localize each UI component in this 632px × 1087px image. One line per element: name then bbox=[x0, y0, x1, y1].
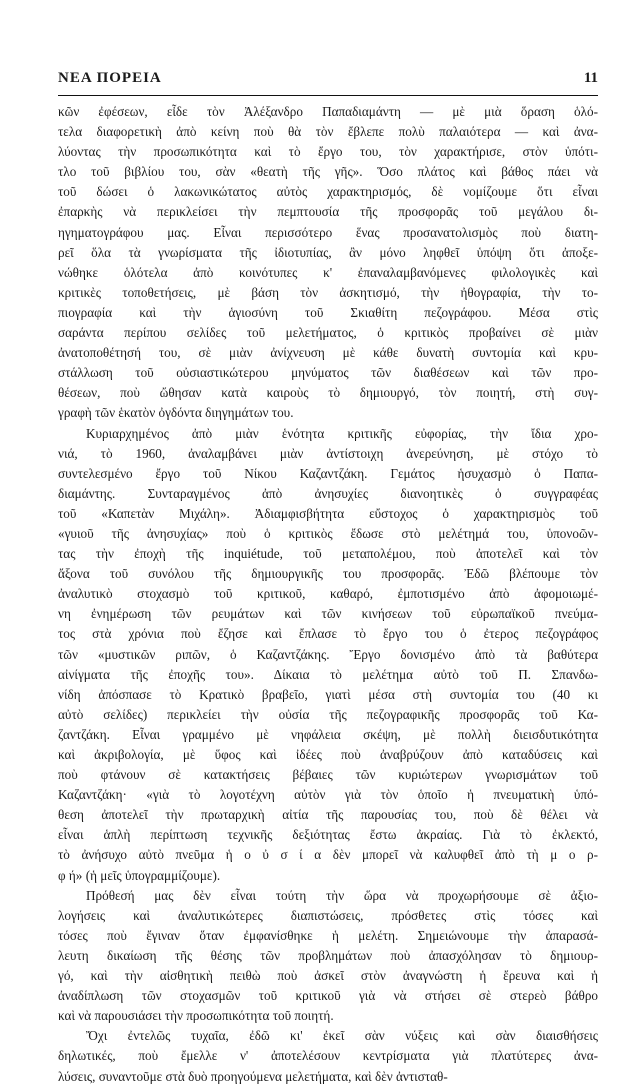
text-line: κῶν ἐφέσεων, εἶδε τὸν Ἀλέξανδρο Παπαδιαμάντη — μὲ μιὰ ὅραση ὁλό- bbox=[58, 104, 598, 119]
text-line: «γυιοῦ τῆς ἀνησυχίας» ποὺ ὁ κριτικὸς ἔδωσε στὸ μελέτημά του, ὑπονοῶν- bbox=[58, 525, 598, 541]
text-line: Καζαντζάκη· «γιὰ τὸ λογοτέχνη αὐτὸν γιὰ τὸν ὁποῖο ἡ πνευματικὴ ὑπό- bbox=[58, 787, 598, 803]
header-rule bbox=[58, 95, 598, 96]
text-line: λύοντας τὴν προσωπικότητα καὶ τὸ ἔργο του, τὸν χαρακτήρισε, στὸν ὑπότι- bbox=[58, 144, 598, 160]
text-line: τας τὴν ἐποχὴ τῆς inquiétude, τοῦ μεταπολέμου, ποὺ ἀποτελεῖ καὶ τὸν bbox=[58, 546, 598, 562]
page-header bbox=[58, 0, 598, 87]
text-line: θέσεων, ποὺ ὤθησαν κατὰ καιροὺς τὸ δημιουργό, τὸν ποιητή, στὴ συγ- bbox=[58, 385, 598, 401]
text-line: δηλωτικές, ποὺ ἔμελλε ν' ἀποτελέσουν κεντρίσματα γιὰ πλατύτερες ἀνα- bbox=[58, 1048, 598, 1064]
text-line: συντελεσμένο ἔργο τοῦ Νίκου Καζαντζάκη. Γεμάτος ἡσυχασμὸ ὁ Παπα- bbox=[58, 465, 598, 481]
text-line: νη ἐνημέρωση τῶν ρευμάτων καὶ τῶν κινήσεων τοῦ εὐρωπαϊκοῦ πνεύμα- bbox=[58, 606, 598, 622]
text-line: διαμάντης. Συνταραγμένος ἀπὸ ἀνησυχίες διανοητικὲς ὁ συγγραφέας bbox=[58, 485, 598, 501]
text-line: ἀναδίπλωση τῶν στοχασμῶν τοῦ κριτικοῦ γιὰ νὰ στήσει σὲ στερεὸ βάθρο bbox=[58, 988, 598, 1004]
text-line: τοῦ «Καπετὰν Μιχάλη». Ἀδιαμφισβήτητα εὔστοχος ὁ χαρακτηρισμὸς τοῦ bbox=[58, 505, 598, 521]
text-line: σαράντα περίπου σελίδες τοῦ μελετήματος, ὁ κριτικὸς προβαίνει σὲ μιὰν bbox=[58, 325, 598, 341]
text-line: ἀνατοποθέτησή του, σὲ μιὰν ἀνίχνευση μὲ κάθε δυνατὴ συντομία καὶ κρυ- bbox=[58, 345, 598, 361]
text-line: καὶ ἀκριβολογία, μὲ ὕφος καὶ ἰδέες ποὺ ἀναβρύζουν ἀπὸ καταδύσεις καὶ bbox=[58, 747, 598, 762]
body-text bbox=[58, 102, 598, 1087]
text-line: ἀναλυτικὸ στοχασμὸ τοῦ κριτικοῦ, καθαρό, ἐμποτισμένο ἀπὸ ἀφομοιωμέ- bbox=[58, 586, 598, 602]
text-line: ἄξονα τοῦ συνόλου τῆς δημιουργικῆς του προσφορᾶς. Ἐδῶ βλέπουμε τὸν bbox=[58, 566, 598, 582]
text-line: νιά, τὸ 1960, ἀναλαμβάνει μιὰν ἀντίστοιχη ἀνερεύνηση, μὲ στόχο τὸ bbox=[58, 445, 598, 461]
page-number: 11 bbox=[583, 70, 598, 86]
text-line: ποὺ φτάνουν σὲ κατακτήσεις βέβαιες τῶν κυριώτερων γνωρισμάτων τοῦ bbox=[58, 767, 598, 783]
text-line: τελα διαφορετικὴ ἀπὸ κείνη ποὺ θὰ τὸν ἔβλεπε πολὺ παλαιότερα — καὶ ἀνα- bbox=[58, 124, 598, 140]
text-line: τλο τοῦ βιβλίου του, σὰν «θεατὴ τῆς γῆς». Ὅσο πλάτος καὶ βάθος πάει νὰ bbox=[58, 164, 598, 180]
text-line: φ ή» (ἡ μεῖς ὑπογραμμίζουμε). bbox=[58, 867, 221, 883]
paragraph bbox=[58, 1026, 598, 1086]
text-line: τῶν «μυστικῶν ριπῶν, ὁ Καζαντζάκης. Ἔργο δονισμένο ἀπὸ τὰ βαθύτερα bbox=[58, 646, 598, 662]
text-line: καὶ νὰ παρουσιάσει τὴν προσωπικότητα τοῦ ποιητή. bbox=[58, 1008, 334, 1024]
text-line: λευτη δικαίωση τῆς θέσης τῶν προβλημάτων ποὺ ἀπασχόλησαν τὸ δημιουρ- bbox=[58, 947, 598, 963]
text-line: νώθηκε ὁλότελα ἀπὸ κοινότυπες κ' ἐπαναλαμβανόμενες φιλολογικὲς καὶ bbox=[58, 264, 598, 280]
text-line: τὸ ἀνήσυχο αὐτὸ πνεῦμα ἡ ο ὐ σ ί α δὲν μπορεῖ νὰ καλυφθεῖ ἀπὸ τὴ μ ο ρ- bbox=[58, 847, 598, 863]
text-line: Ὄχι ἐντελῶς τυχαῖα, ἐδῶ κι' ἐκεῖ σὰν νύξεις καὶ σὰν διαισθήσεις bbox=[86, 1028, 598, 1044]
running-title: ΝΕΑ ΠΟΡΕΙΑ bbox=[58, 70, 162, 86]
text-line: εἶναι ἁπλὴ περίπτωση τεχνικῆς δεξιότητας ἔστω ἀκραίας. Γιὰ τὸ ἐκλεκτό, bbox=[58, 827, 598, 843]
text-line: νίδη ἀπόσπασε τὸ Κρατικὸ βραβεῖο, γιατὶ μέσα στὴ συντομία του (40 κι bbox=[58, 686, 598, 702]
text-line: κριτικὲς τοποθετήσεις, μὲ βάση τὸν ἀσκητισμό, τὴν ἠθογραφία, τὴν το- bbox=[58, 284, 598, 300]
text-line: λύσεις, συναντοῦμε στὰ δυὸ προηγούμενα μελετήματα, καὶ δὲν ἀντισταθ- bbox=[58, 1068, 448, 1084]
text-line: αἰνίγματα τῆς ἐποχῆς του». Δίκαια τὸ μελέτημα αὐτὸ τοῦ Π. Σπανδω- bbox=[58, 666, 598, 682]
text-line: τόσες ποὺ ἔγιναν ὅταν ἐμφανίσθηκε ἡ μελέτη. Σημειώνουμε τὴν ἀπαρασά- bbox=[58, 927, 598, 943]
paragraph bbox=[58, 424, 598, 886]
text-line: Πρόθεσή μας δὲν εἶναι τούτη τὴν ὥρα νὰ προχωρήσουμε σὲ ἀξιο- bbox=[86, 887, 598, 903]
text-line: λογήσεις καὶ ἀναλυτικώτερες διαπιστώσεις, πρόσθετες στὶς τόσες καὶ bbox=[58, 907, 598, 923]
paragraph bbox=[58, 102, 598, 424]
text-line: πιογραφία καὶ τὴν ἁγιοσύνη τοῦ Σκιαθίτη πεζογράφου. Μέσα στὶς bbox=[58, 304, 598, 320]
text-line: ζαντζάκη. Εἶναι γραμμένο μὲ νηφάλεια σκέψη, μὲ πολλὴ διεισδυτικότητα bbox=[58, 726, 598, 742]
text-line: τος στὰ χρόνια ποὺ ἔζησε καὶ ἔπλασε τὸ ἔργο του ὁ ἐτερος πεζογράφος bbox=[58, 626, 598, 642]
text-line: γό, καὶ τὴν αἰσθητικὴ πειθὼ ποὺ ἀσκεῖ στὸν ἀναγνώστη ἡ ἔρευνα καὶ ἡ bbox=[58, 968, 598, 984]
text-line: ηγηματογράφου μας. Εἶναι περισσότερο ἕνας προσανατολισμὸς ποὺ διατη- bbox=[58, 224, 598, 240]
text-line: τοῦ δώσει ὁ λακωνικώτατος αὐτὸς χαρακτηρισμός, δὲ νομίζουμε ὅτι εἶναι bbox=[58, 184, 598, 200]
text-line: αὐτὸ σελίδες) περικλείει τὴν οὐσία τῆς πεζογραφικῆς προσφορᾶς τοῦ Κα- bbox=[58, 706, 598, 722]
paragraph bbox=[58, 886, 598, 1027]
text-line: θεση ἀποτελεῖ τὴν πρωταρχικὴ αἰτία τῆς παρουσίας του, ποὺ δὲ θέλει νὰ bbox=[58, 807, 598, 823]
text-line: ἐπαρκὴς νὰ περικλείσει τὴν πεμπτουσία τῆς προσφορᾶς τοῦ μεγάλου δι- bbox=[58, 204, 598, 220]
text-line: στάλλωση τοῦ οὐσιαστικώτερου μηνύματος τῶν διαθέσεων καὶ τῶν προ- bbox=[58, 365, 598, 381]
text-line: Κυριαρχημένος ἀπὸ μιὰν ἑνότητα κριτικῆς εὐφορίας, τὴν ἴδια χρο- bbox=[86, 425, 598, 441]
text-line: γραφὴ τῶν ἑκατὸν ὀγδόντα διηγημάτων του. bbox=[58, 405, 294, 421]
text-line: ρεῖ ὅλα τὰ γνωρίσματα τῆς ἰδιοτυπίας, ἂν μόνο ληφθεῖ ὑπόψη ὅτι ἀποξε- bbox=[58, 244, 598, 260]
